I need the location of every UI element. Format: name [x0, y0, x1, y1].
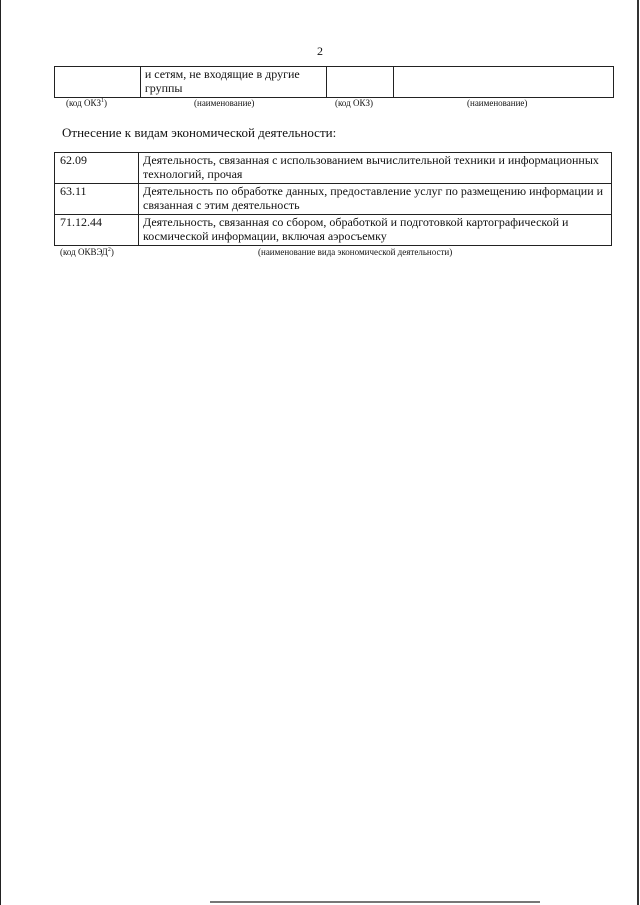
page-edge-left [0, 0, 1, 905]
okved-code: 62.09 [55, 153, 139, 184]
table-row [55, 153, 612, 184]
section-title: Отнесение к видам экономической деятельности: [62, 125, 337, 140]
okved-table [54, 152, 612, 246]
okz-table [54, 66, 614, 98]
footnote-marker: 1 [101, 98, 104, 104]
okved-code: 71.12.44 [55, 215, 139, 246]
caption-okved-code-text: (код ОКВЭД [60, 247, 108, 257]
page-number: 2 [317, 44, 323, 58]
caption-okz-code-close: ) [104, 98, 107, 108]
okved-name: Деятельность, связанная с использованием вычислительной техники и информационных технологий, прочая [139, 153, 612, 184]
caption-okved-code [60, 247, 114, 257]
caption-okved-code-close: ) [110, 247, 114, 257]
caption-okz-name: (наименование) [194, 98, 255, 108]
page-edge-bottom [210, 901, 540, 903]
table-row [55, 215, 612, 246]
okved-name: Деятельность, связанная со сбором, обработкой и подготовкой картографической и космической информации, включая аэросъемку [139, 215, 612, 246]
okz-name-cell: и сетям, не входящие в другие группы [140, 67, 326, 98]
footnote-marker: 2 [107, 247, 111, 253]
caption-okz-code-2: (код ОКЗ) [335, 98, 373, 108]
okved-code: 63.11 [55, 184, 139, 215]
table-row [55, 67, 614, 98]
okved-name: Деятельность по обработке данных, предоставление услуг по размещению информации и связанная с этим деятельность [139, 184, 612, 215]
caption-okved-name: (наименование вида экономической деятельности) [258, 247, 453, 257]
okz-code-cell-2 [326, 67, 394, 98]
table-row [55, 184, 612, 215]
caption-okz-code-text: (код ОКЗ [66, 98, 101, 108]
okz-name-cell-2 [394, 67, 614, 98]
page-edge-right [637, 0, 639, 905]
okz-code-cell [55, 67, 141, 98]
caption-okz-name-2: (наименование) [467, 98, 528, 108]
caption-okz-code [66, 98, 107, 108]
